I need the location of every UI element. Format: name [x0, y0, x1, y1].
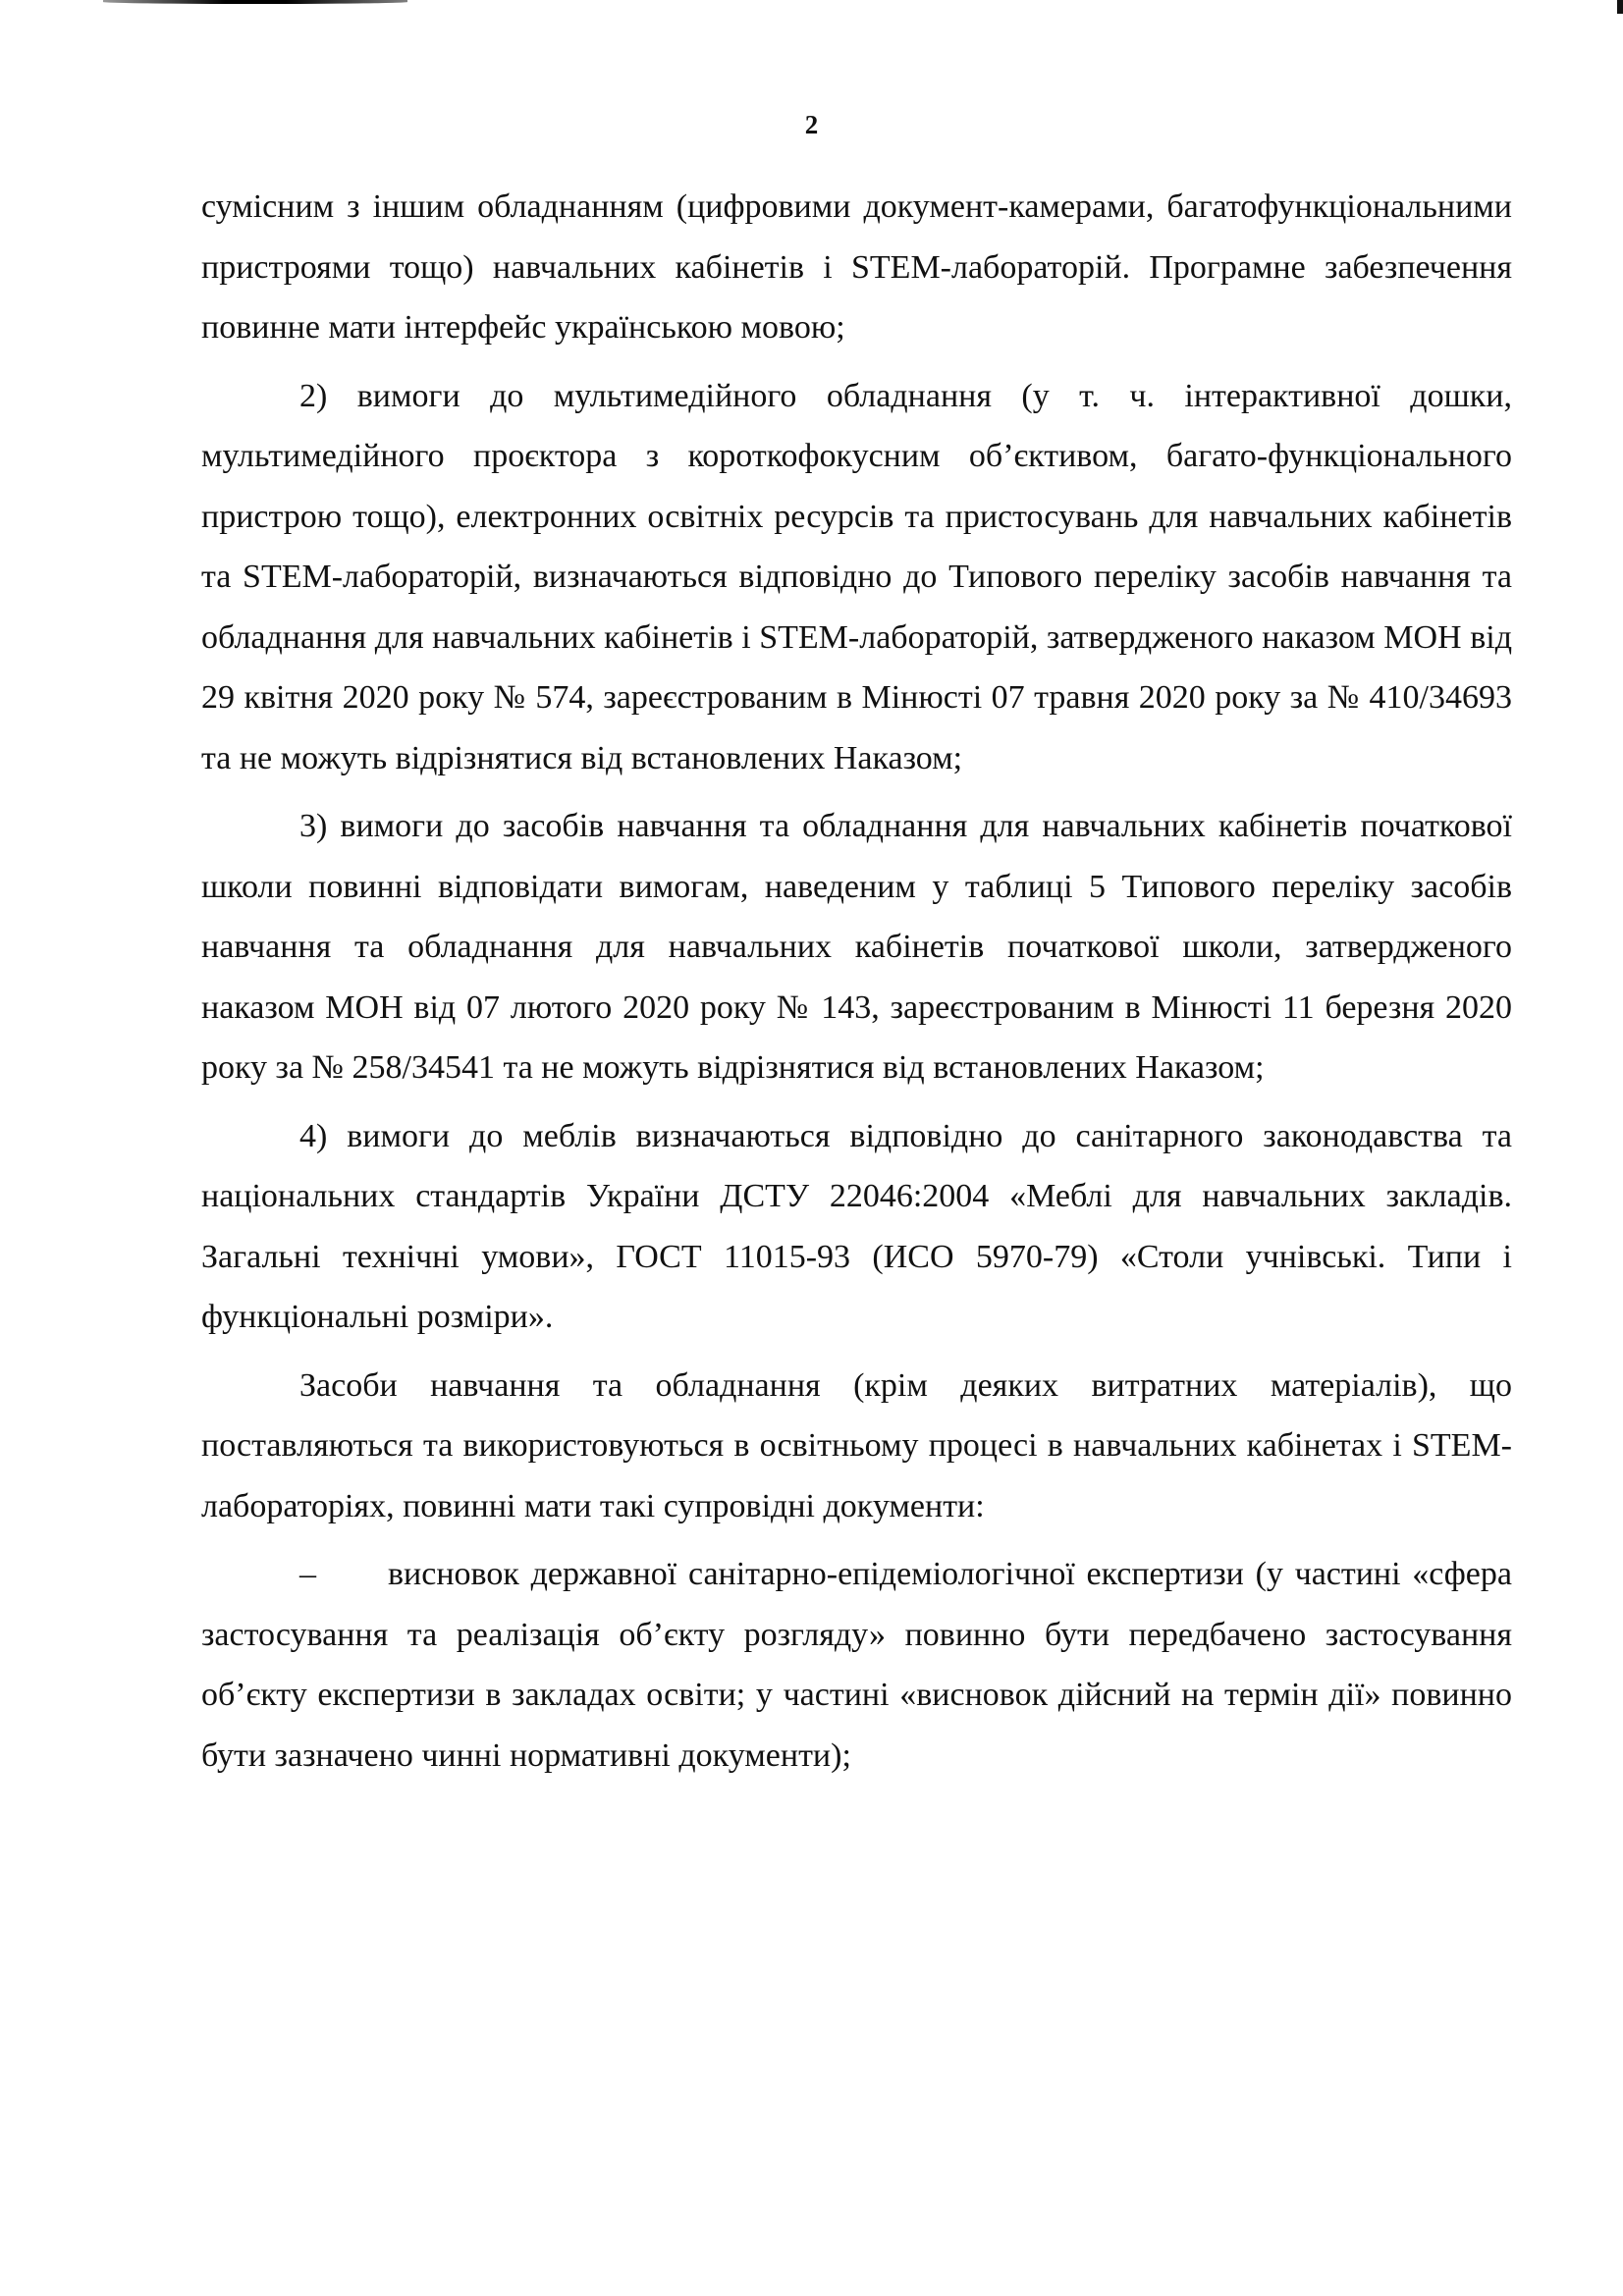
paragraph-continuation: сумісним з іншим обладнанням (цифровими документ-камерами, багатофункціональними пристроями тощо) навчальних кабінетів і STEM-лабораторій. Програмне забезпечення повинне мати інтерфейс українською мовою;: [201, 188, 1512, 346]
list-item-text: висновок державної санітарно-епідеміологічної експертизи (у частині «сфера застосування та реалізація об’єкту розгляду» повинно бути передбачено застосування об’єкту експертизи в закладах освіти; у частині «висновок дійсний на термін дії» повинно бути зазначено чинні нормативні документи);: [201, 1556, 1512, 1774]
scan-artifact-corner-mark: [1617, 0, 1623, 14]
requirement-item-3: 3) вимоги до засобів навчання та обладнання для навчальних кабінетів початкової школи повинні відповідати вимогам, наведеним у таблиці 5 Типового переліку засобів навчання та обладнання для навчальних кабінетів початкової школи, затвердженого наказом МОН від 07 лютого 2020 року № 143, зареєстрованим в Мінюсті 11 березня 2020 року за № 258/34541 та не можуть відрізнятися від встановлених Наказом;: [201, 808, 1512, 1086]
requirement-item-4: 4) вимоги до меблів визначаються відповідно до санітарного законодавства та національних стандартів України ДСТУ 22046:2004 «Меблі для навчальних закладів. Загальні технічні умови», ГОСТ 11015-93 (ИСО 5970-79) «Столи учнівські. Типи і функціональні розміри».: [201, 1117, 1512, 1335]
supporting-documents-intro: Засоби навчання та обладнання (крім деяких витратних матеріалів), що поставляються та використовуються в освітньому процесі в навчальних кабінетах і STEM-лабораторіях, повинні мати такі супровідні документи:: [201, 1366, 1512, 1524]
document-body: [201, 177, 1512, 1786]
scan-artifact-top-line: [103, 0, 407, 4]
page-number: 2: [804, 110, 819, 139]
requirement-item-2: 2) вимоги до мультимедійного обладнання (у т. ч. інтерактивної дошки, мультимедійного проєктора з короткофокусним об’єктивом, багато-функціонального пристрою тощо), електронних освітніх ресурсів та пристосувань для навчальних кабінетів та STEM-лабораторій, визначаються відповідно до Типового переліку засобів навчання та обладнання для навчальних кабінетів і STEM-лабораторій, затвердженого наказом МОН від 29 квітня 2020 року № 574, зареєстрованим в Мінюсті 07 травня 2020 року за № 410/34693 та не можуть відрізнятися від встановлених Наказом;: [201, 377, 1512, 776]
supporting-document-list-item: [201, 1544, 1512, 1786]
list-dash-marker: –: [299, 1556, 316, 1592]
